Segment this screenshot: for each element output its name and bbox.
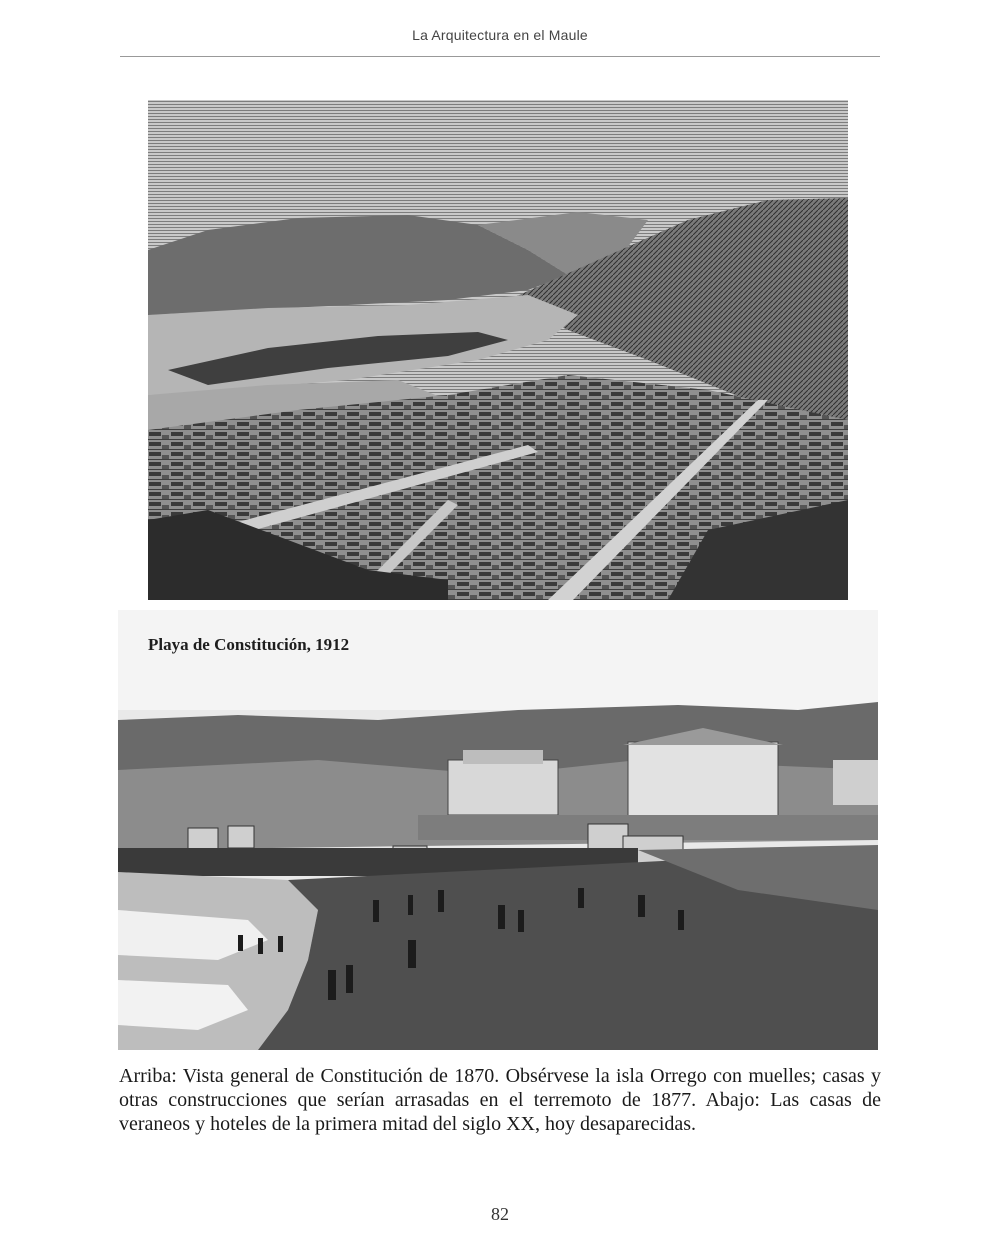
header-rule	[120, 56, 880, 57]
beach-photo-illustration	[118, 610, 878, 1050]
running-header: La Arquitectura en el Maule	[412, 27, 588, 43]
engraving-illustration	[148, 100, 848, 600]
page-number: 82	[491, 1204, 509, 1224]
beach-photograph	[118, 610, 878, 1050]
engraving-town-view	[148, 100, 848, 600]
figure-caption: Arriba: Vista general de Constitución de 1870. Obsérvese la isla Orrego con muelles; casas y otras construcciones que serían arrasadas en el terremoto de 1877. Abajo: Las casas de veraneos y hoteles de la primera mitad del siglo XX, hoy desaparecidas.	[119, 1065, 881, 1135]
photo-caption-label: Playa de Constitución, 1912	[148, 635, 350, 654]
